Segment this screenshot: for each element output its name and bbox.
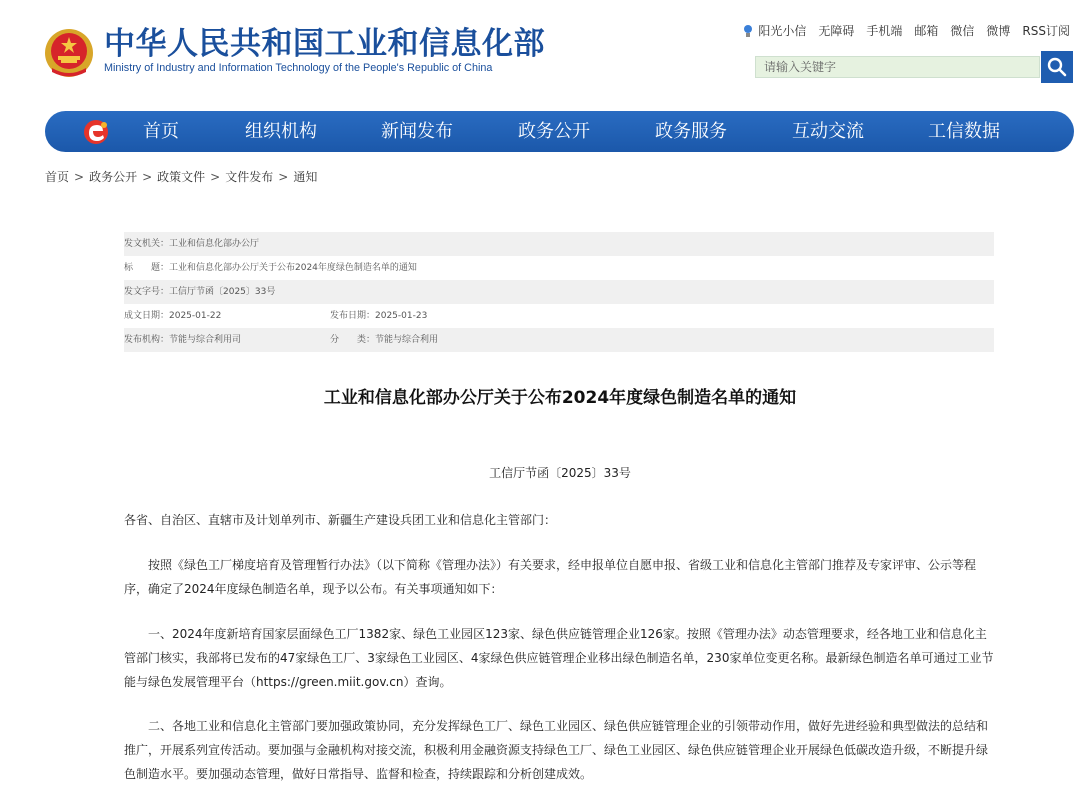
top-links (742, 22, 1070, 39)
meta-agency: 发布机构：节能与综合利用司 (124, 335, 242, 345)
breadcrumb-notice[interactable]: 通知 (293, 170, 318, 184)
breadcrumb-home[interactable]: 首页 (45, 170, 70, 184)
toplink-mail[interactable]: 邮箱 (914, 24, 939, 38)
nav-home[interactable]: 首页 (143, 121, 179, 142)
site-title-en[interactable]: Ministry of Industry and Information Technology of the People's Republic of China (104, 62, 493, 74)
meta-row-dates (124, 304, 994, 328)
breadcrumb-government-affairs[interactable]: 政务公开 (89, 170, 138, 184)
site-header (0, 0, 1080, 110)
national-emblem-icon[interactable] (44, 28, 94, 78)
search-box (755, 51, 1073, 83)
meta-issuer: 发文机关：工业和信息化部办公厅 (124, 239, 260, 249)
article-paragraph-2: 一、2024年度新培育国家层面绿色工厂1382家、绿色工业园区123家、绿色供应链管理企业126家。按照《管理办法》动态管理要求，经各地工业和信息化主管部门核实，我部将已发布的47家绿色工厂、3家绿色工业园区、4家绿色供应链管理企业移出绿色制造名单，230家单位变更名称。最新绿色制造名单可通过工业节能与绿色发展管理平台（https://green.miit.gov.cn）查询。 (124, 627, 994, 689)
document-metadata (124, 232, 994, 352)
article-title: 工业和信息化部办公厅关于公布2024年度绿色制造名单的通知 (323, 388, 797, 408)
nav-interaction[interactable]: 互动交流 (792, 121, 864, 142)
search-input[interactable] (755, 56, 1040, 78)
toplink-sunshine-label: 阳光小信 (758, 24, 807, 38)
meta-row-agency (124, 328, 994, 352)
breadcrumb-separator: > (142, 170, 153, 184)
article-doc-number: 工信厅节函〔2025〕33号 (489, 466, 631, 480)
breadcrumb-policy[interactable]: 政策文件 (157, 170, 206, 184)
meta-row-issuer (124, 232, 994, 256)
breadcrumb-separator: > (278, 170, 289, 184)
toplink-accessibility[interactable]: 无障碍 (818, 24, 855, 38)
search-button[interactable] (1041, 51, 1073, 83)
article-paragraph-1: 按照《绿色工厂梯度培育及管理暂行办法》（以下简称《管理办法》）有关要求，经申报单位自愿申报、省级工业和信息化主管部门推荐及专家评审、公示等程序，确定了2024年度绿色制造名单，现予以公布。有关事项通知如下： (124, 558, 977, 596)
meta-published-date: 发布日期：2025-01-23 (330, 311, 428, 321)
toplink-mobile[interactable]: 手机端 (866, 24, 903, 38)
search-icon (1047, 57, 1067, 77)
meta-created-date: 成文日期：2025-01-22 (124, 311, 222, 321)
toplink-weibo[interactable]: 微博 (986, 24, 1011, 38)
breadcrumb-separator: > (210, 170, 221, 184)
meta-doc-number: 发文字号：工信厅节函〔2025〕33号 (124, 287, 276, 297)
article-paragraph-3: 二、各地工业和信息化主管部门要加强政策协同，充分发挥绿色工厂、绿色工业园区、绿色供应链管理企业的引领带动作用，做好先进经验和典型做法的总结和推广，开展系列宣传活动。要加强与金融机构对接交流，积极利用金融资源支持绿色工厂、绿色工业园区、绿色供应链管理企业开展绿色低碳改造升级，不断提升绿色制造水平。要加强动态管理，做好日常指导、监督和检查，持续跟踪和分析创建成效。 (124, 719, 989, 781)
nav-services[interactable]: 政务服务 (655, 121, 727, 142)
miit-logo-icon[interactable] (83, 119, 109, 145)
nav-news[interactable]: 新闻发布 (381, 121, 453, 142)
breadcrumb-documents[interactable]: 文件发布 (225, 170, 274, 184)
nav-data[interactable]: 工信数据 (928, 121, 1000, 142)
main-nav (45, 111, 1074, 152)
meta-row-subject (124, 256, 994, 280)
meta-subject: 标 题：工业和信息化部办公厅关于公布2024年度绿色制造名单的通知 (124, 263, 417, 273)
meta-category: 分 类：节能与综合利用 (330, 335, 439, 345)
site-title-cn[interactable]: 中华人民共和国工业和信息化部 (104, 26, 545, 62)
lightbulb-icon (742, 24, 754, 38)
toplink-sunshine[interactable] (742, 22, 806, 39)
article-salutation: 各省、自治区、直辖市及计划单列市、新疆生产建设兵团工业和信息化主管部门： (124, 513, 557, 527)
toplink-rss[interactable]: RSS订阅 (1022, 24, 1070, 38)
toplink-wechat[interactable]: 微信 (950, 24, 975, 38)
breadcrumb (45, 168, 317, 185)
nav-government-affairs[interactable]: 政务公开 (518, 121, 590, 142)
nav-organization[interactable]: 组织机构 (245, 121, 317, 142)
breadcrumb-separator: > (74, 170, 85, 184)
meta-row-doc-number (124, 280, 994, 304)
